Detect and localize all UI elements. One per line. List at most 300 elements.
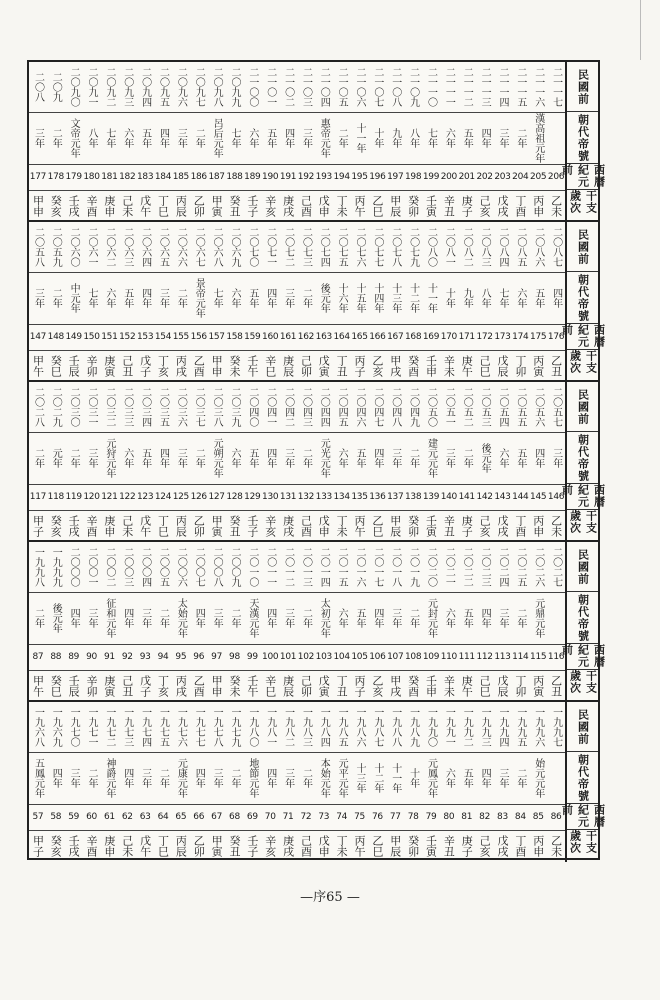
reign-cell: 三年: [496, 128, 508, 148]
ganzhi-cell: 庚申: [102, 835, 116, 857]
ganzhi-cell: 乙丑: [549, 355, 563, 377]
year-column: [47, 702, 65, 862]
year-column: [154, 382, 172, 540]
reign-cell: 四年: [157, 128, 169, 148]
ganzhi-cell: 辛亥: [263, 195, 277, 217]
minguo-cell: 二一〇六: [354, 67, 366, 107]
western-cell: 69: [246, 811, 258, 822]
year-column: [422, 702, 440, 862]
year-column: [547, 702, 565, 862]
reign-cell: 十一年: [354, 123, 366, 153]
reign-cell: 太初元年: [318, 598, 330, 638]
reign-cell: 四年: [121, 608, 133, 628]
western-cell: 176: [547, 331, 565, 342]
minguo-cell: 二〇三一: [86, 387, 98, 427]
year-column: [297, 702, 315, 862]
year-column: [279, 62, 297, 220]
ganzhi-cell: 甲寅: [210, 515, 224, 537]
western-cell: 124: [154, 491, 172, 502]
ganzhi-cell: 甲午: [31, 355, 45, 377]
minguo-cell: 一九九四: [496, 707, 508, 747]
western-cell: 182: [119, 171, 136, 182]
year-column: [83, 542, 101, 700]
western-cell: 160: [262, 331, 279, 342]
western-cell: 135: [351, 491, 368, 502]
western-cell: 74: [336, 811, 348, 822]
ganzhi-cell: 壬午: [245, 675, 259, 697]
western-cell: 180: [83, 171, 100, 182]
minguo-cell: 一九八〇: [246, 707, 258, 747]
ganzhi-cell: 丙子: [353, 675, 367, 697]
western-cell: 181: [101, 171, 118, 182]
ganzhi-cell: 辛巳: [263, 355, 277, 377]
year-column: [261, 702, 279, 862]
minguo-cell: 二〇五七: [550, 387, 562, 427]
minguo-cell: 一九八七: [371, 707, 383, 747]
western-cell: 121: [101, 491, 118, 502]
western-cell: 115: [530, 651, 547, 662]
western-cell: 62: [121, 811, 133, 822]
reign-cell: 元鳳元年: [425, 758, 437, 798]
year-column: [243, 702, 261, 862]
western-cell: 106: [369, 651, 386, 662]
year-column: [368, 222, 386, 380]
year-column: [494, 382, 512, 540]
year-column: [65, 222, 83, 380]
minguo-cell: 二〇八一: [443, 227, 455, 267]
reign-cell: 六年: [336, 448, 348, 468]
header-ganzhi: 干支歲次: [568, 670, 598, 694]
minguo-cell: 二〇七七: [371, 227, 383, 267]
reign-cell: 三年: [139, 768, 151, 788]
minguo-cell: 二〇二六: [532, 547, 544, 587]
western-cell: 187: [208, 171, 225, 182]
table-block: [29, 382, 606, 542]
minguo-cell: 二〇八: [32, 72, 44, 102]
reign-cell: 二年: [32, 448, 44, 468]
year-column: [511, 702, 529, 862]
western-cell: 155: [172, 331, 189, 342]
year-column: [511, 222, 529, 380]
ganzhi-cell: 丙申: [531, 835, 545, 857]
reign-cell: 三年: [496, 768, 508, 788]
western-cell: 177: [29, 171, 47, 182]
ganzhi-cell: 癸卯: [406, 835, 420, 857]
minguo-cell: 一九七〇: [68, 707, 80, 747]
minguo-cell: 一九六八: [32, 707, 44, 747]
year-column: [65, 542, 83, 700]
reign-cell: 四年: [532, 448, 544, 468]
year-column: [494, 702, 512, 862]
reign-cell: 八年: [407, 128, 419, 148]
western-cell: 63: [139, 811, 151, 822]
year-column: [261, 542, 279, 700]
year-column: [351, 542, 369, 700]
ganzhi-cell: 癸卯: [406, 515, 420, 537]
reign-cell: 九年: [389, 128, 401, 148]
ganzhi-cell: 乙卯: [192, 835, 206, 857]
ganzhi-cell: 甲子: [31, 835, 45, 857]
reign-cell: 二年: [407, 448, 419, 468]
western-cell: 173: [494, 331, 511, 342]
year-column: [243, 62, 261, 220]
western-cell: 112: [476, 651, 493, 662]
ganzhi-cell: 甲午: [31, 675, 45, 697]
western-cell: 105: [351, 651, 368, 662]
ganzhi-cell: 丁丑: [335, 675, 349, 697]
western-cell: 117: [29, 491, 47, 502]
reign-cell: 六年: [443, 608, 455, 628]
year-column: [118, 542, 136, 700]
ganzhi-cell: 己未: [120, 195, 134, 217]
ganzhi-cell: 乙巳: [370, 195, 384, 217]
minguo-cell: 二〇〇五: [157, 547, 169, 587]
western-cell: 92: [121, 651, 133, 662]
year-column: [458, 222, 476, 380]
reign-cell: 八年: [86, 128, 98, 148]
ganzhi-cell: 庚申: [102, 515, 116, 537]
header-minguo: 民國前: [567, 702, 598, 752]
year-column: [226, 542, 244, 700]
year-column: [404, 542, 422, 700]
minguo-cell: 二〇一六: [354, 547, 366, 587]
ganzhi-cell: 辛未: [442, 355, 456, 377]
ganzhi-cell: 戊子: [138, 675, 152, 697]
ganzhi-cell: 癸巳: [49, 675, 63, 697]
minguo-cell: 一九九七: [550, 707, 562, 747]
ganzhi-cell: 丁未: [335, 835, 349, 857]
ganzhi-cell: 辛亥: [263, 835, 277, 857]
header-ganzhi: 干支歲次: [568, 510, 598, 534]
reign-cell: 三年: [389, 448, 401, 468]
year-column: [208, 222, 226, 380]
ganzhi-cell: 丙申: [531, 195, 545, 217]
reign-cell: 六年: [443, 768, 455, 788]
reign-cell: 五年: [461, 608, 473, 628]
minguo-cell: 二〇五〇: [425, 387, 437, 427]
minguo-cell: 二一一〇: [425, 67, 437, 107]
year-column: [476, 542, 494, 700]
western-cell: 101: [279, 651, 297, 662]
minguo-cell: 二〇六九: [228, 227, 240, 267]
reign-cell: 二年: [461, 448, 473, 468]
ganzhi-cell: 戊辰: [495, 675, 509, 697]
ganzhi-cell: 戊戌: [495, 515, 509, 537]
ganzhi-cell: 庚戌: [281, 835, 295, 857]
minguo-cell: 一九九〇: [425, 707, 437, 747]
chronology-table: [27, 60, 606, 860]
minguo-cell: 二〇四四: [318, 387, 330, 427]
year-column: [476, 382, 494, 540]
western-cell: 85: [532, 811, 544, 822]
table-block: [29, 542, 606, 702]
header-minguo: 民國前: [567, 222, 598, 272]
ganzhi-cell: 丁卯: [513, 675, 527, 697]
minguo-cell: 一九九八: [32, 547, 44, 587]
header-reign: 朝代帝號: [567, 432, 598, 484]
reign-cell: 三年: [282, 768, 294, 788]
ganzhi-cell: 甲寅: [210, 195, 224, 217]
minguo-cell: 二〇九二: [103, 67, 115, 107]
minguo-cell: 二一一三: [479, 67, 491, 107]
minguo-cell: 二〇五一: [443, 387, 455, 427]
western-cell: 120: [83, 491, 100, 502]
header-western: 西曆紀元前: [560, 164, 606, 188]
year-column: [458, 382, 476, 540]
year-column: [547, 542, 565, 700]
reign-cell: 十年: [407, 768, 419, 788]
year-column: [136, 382, 154, 540]
year-column: [386, 62, 404, 220]
reign-cell: 惠帝元年: [318, 118, 330, 158]
minguo-cell: 二〇四五: [336, 387, 348, 427]
ganzhi-cell: 甲子: [31, 515, 45, 537]
year-column: [47, 542, 65, 700]
year-column: [494, 222, 512, 380]
year-column: [83, 222, 101, 380]
reign-cell: 四年: [550, 288, 562, 308]
western-cell: 113: [494, 651, 511, 662]
western-cell: 205: [530, 171, 547, 182]
header-column: [560, 702, 606, 862]
year-column: [154, 222, 172, 380]
minguo-cell: 二〇一三: [300, 547, 312, 587]
reign-cell: 三年: [496, 608, 508, 628]
ganzhi-cell: 癸丑: [227, 835, 241, 857]
minguo-cell: 二〇一一: [264, 547, 276, 587]
minguo-cell: 二〇二七: [550, 547, 562, 587]
minguo-cell: 二〇六八: [211, 227, 223, 267]
reign-cell: 三年: [86, 608, 98, 628]
reign-cell: 二年: [228, 608, 240, 628]
minguo-cell: 二〇八六: [532, 227, 544, 267]
minguo-cell: 二〇八〇: [425, 227, 437, 267]
western-cell: 73: [318, 811, 330, 822]
year-column: [315, 702, 333, 862]
reign-cell: 五年: [139, 128, 151, 148]
reign-cell: 四年: [479, 128, 491, 148]
reign-cell: 三年: [175, 128, 187, 148]
year-column: [154, 62, 172, 220]
header-western: 西曆紀元前: [560, 324, 606, 348]
reign-cell: 元康元年: [175, 758, 187, 798]
minguo-cell: 二〇二〇: [425, 547, 437, 587]
western-cell: 203: [494, 171, 511, 182]
reign-cell: 三年: [443, 448, 455, 468]
minguo-cell: 二〇九八: [211, 67, 223, 107]
reign-cell: 三年: [32, 288, 44, 308]
year-column: [297, 382, 315, 540]
minguo-cell: 二一〇〇: [246, 67, 258, 107]
reign-cell: 元光元年: [318, 438, 330, 478]
ganzhi-cell: 甲申: [31, 195, 45, 217]
header-reign: 朝代帝號: [567, 112, 598, 164]
ganzhi-cell: 庚辰: [281, 675, 295, 697]
minguo-cell: 二〇三四: [139, 387, 151, 427]
ganzhi-cell: 己巳: [478, 355, 492, 377]
western-cell: 64: [157, 811, 169, 822]
year-column: [422, 222, 440, 380]
year-column: [136, 542, 154, 700]
header-ganzhi: 干支歲次: [568, 350, 598, 374]
reign-cell: 太始元年: [175, 598, 187, 638]
minguo-cell: 二〇四六: [354, 387, 366, 427]
reign-cell: 二年: [228, 768, 240, 788]
ganzhi-cell: 壬戌: [67, 835, 81, 857]
reign-cell: 六年: [514, 288, 526, 308]
reign-cell: 七年: [86, 288, 98, 308]
ganzhi-cell: 丁卯: [513, 355, 527, 377]
year-column: [315, 382, 333, 540]
minguo-cell: 二〇六三: [121, 227, 133, 267]
reign-cell: 三年: [157, 288, 169, 308]
reign-cell: 征和元年: [103, 598, 115, 638]
western-cell: 87: [32, 651, 44, 662]
year-column: [368, 542, 386, 700]
minguo-cell: 一九七一: [86, 707, 98, 747]
reign-cell: 六年: [496, 448, 508, 468]
western-cell: 192: [297, 171, 315, 182]
year-column: [297, 222, 315, 380]
minguo-cell: 二〇四九: [407, 387, 419, 427]
western-cell: 60: [86, 811, 97, 822]
western-cell: 169: [422, 331, 440, 342]
western-cell: 79: [425, 811, 437, 822]
year-column: [65, 382, 83, 540]
western-cell: 104: [333, 651, 350, 662]
western-cell: 145: [530, 491, 547, 502]
reign-cell: [547, 592, 565, 644]
western-cell: 133: [315, 491, 332, 502]
ganzhi-cell: 丁巳: [156, 195, 170, 217]
western-cell: 57: [32, 811, 44, 822]
year-column: [47, 222, 65, 380]
reign-cell: 文帝元年: [68, 118, 80, 158]
ganzhi-cell: 丁未: [335, 515, 349, 537]
western-cell: 91: [103, 651, 115, 662]
minguo-cell: 二〇九: [50, 72, 62, 102]
ganzhi-cell: 壬子: [245, 835, 259, 857]
reign-cell: 三年: [68, 768, 80, 788]
western-cell: 171: [458, 331, 475, 342]
minguo-cell: 二〇〇八: [211, 547, 223, 587]
reign-cell: 二年: [193, 128, 205, 148]
minguo-cell: 一九八一: [264, 707, 276, 747]
minguo-cell: 一九七七: [193, 707, 205, 747]
year-column: [297, 62, 315, 220]
ganzhi-cell: 庚戌: [281, 515, 295, 537]
reign-cell: 二年: [300, 448, 312, 468]
year-column: [547, 62, 565, 220]
reign-cell: 二年: [300, 608, 312, 628]
reign-cell: 六年: [336, 608, 348, 628]
minguo-cell: 二〇五三: [479, 387, 491, 427]
ganzhi-cell: 壬寅: [424, 195, 438, 217]
table-block: [29, 222, 606, 382]
minguo-cell: 一九六九: [50, 707, 62, 747]
reign-cell: 十四年: [371, 283, 383, 313]
western-cell: 172: [476, 331, 493, 342]
western-cell: 94: [157, 651, 169, 662]
western-cell: 86: [550, 811, 562, 822]
ganzhi-cell: 辛巳: [263, 675, 277, 697]
reign-cell: 元平元年: [336, 758, 348, 798]
minguo-cell: 二〇三八: [211, 387, 223, 427]
year-column: [243, 382, 261, 540]
western-cell: 136: [369, 491, 386, 502]
reign-cell: 四年: [264, 768, 276, 788]
minguo-cell: 二〇八二: [461, 227, 473, 267]
year-column: [333, 542, 351, 700]
header-western: 西曆紀元前: [560, 804, 606, 828]
year-column: [29, 222, 47, 380]
western-cell: 129: [244, 491, 261, 502]
reign-cell: 四年: [479, 608, 491, 628]
western-cell: 170: [440, 331, 457, 342]
minguo-cell: 二〇九五: [157, 67, 169, 107]
minguo-cell: 二一一六: [532, 67, 544, 107]
ganzhi-cell: 丁酉: [513, 835, 527, 857]
western-cell: 96: [193, 651, 205, 662]
year-column: [100, 382, 118, 540]
reign-cell: 建元元年: [425, 438, 437, 478]
western-cell: 102: [297, 651, 315, 662]
year-column: [386, 542, 404, 700]
western-cell: 143: [494, 491, 511, 502]
minguo-cell: 二〇七八: [389, 227, 401, 267]
western-cell: 137: [387, 491, 404, 502]
western-cell: 68: [229, 811, 240, 822]
reign-cell: 四年: [264, 448, 276, 468]
header-minguo: 民國前: [567, 382, 598, 432]
year-column: [458, 702, 476, 862]
western-cell: 93: [139, 651, 151, 662]
ganzhi-cell: 己亥: [478, 195, 492, 217]
western-cell: 146: [547, 491, 565, 502]
year-column: [100, 702, 118, 862]
reign-cell: 後元年: [479, 443, 491, 473]
ganzhi-cell: 甲辰: [388, 515, 402, 537]
year-column: [261, 222, 279, 380]
year-column: [29, 382, 47, 540]
year-column: [29, 542, 47, 700]
reign-cell: 六年: [103, 288, 115, 308]
reign-cell: 始元元年: [532, 758, 544, 798]
ganzhi-cell: 丙申: [531, 515, 545, 537]
reign-cell: 十年: [443, 288, 455, 308]
year-column: [529, 62, 547, 220]
ganzhi-cell: 癸未: [227, 355, 241, 377]
year-column: [226, 382, 244, 540]
ganzhi-cell: 庚午: [460, 355, 474, 377]
western-cell: 153: [136, 331, 154, 342]
western-cell: 122: [119, 491, 136, 502]
ganzhi-cell: 癸丑: [227, 515, 241, 537]
reign-cell: 二年: [514, 128, 526, 148]
reign-cell: 二年: [193, 448, 205, 468]
ganzhi-cell: 戊辰: [495, 355, 509, 377]
year-column: [386, 382, 404, 540]
western-cell: 75: [354, 811, 365, 822]
reign-cell: 七年: [228, 128, 240, 148]
ganzhi-cell: 庚戌: [281, 195, 295, 217]
ganzhi-cell: 壬辰: [67, 675, 81, 697]
western-cell: 159: [244, 331, 261, 342]
year-column: [83, 382, 101, 540]
western-cell: 71: [282, 811, 294, 822]
year-column: [136, 702, 154, 862]
ganzhi-cell: 戊午: [138, 515, 152, 537]
